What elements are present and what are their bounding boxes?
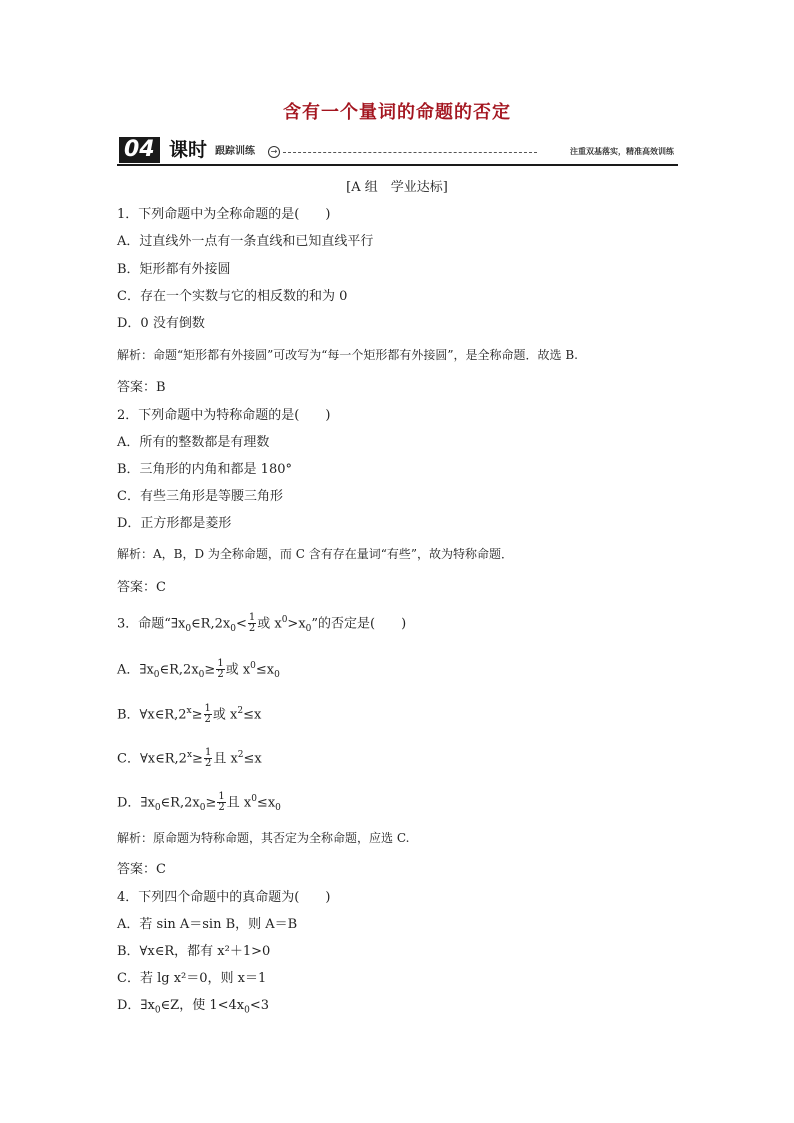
- q2-option-d: D．正方形都是菱形: [117, 516, 232, 531]
- q1-analysis: 解析：命题“矩形都有外接圆”可改写为“每一个矩形都有外接圆”，是全称命题．故选 B.: [117, 348, 578, 362]
- group-heading: [A 组 学业达标]: [346, 180, 448, 195]
- q1-option-c: C．存在一个实数与它的相反数的和为 0: [117, 289, 348, 304]
- q3-option-c: C．$\forall x\in R,2^x\ge$ $\frac{1}{2}$ 且 $x^2\le x$: [117, 747, 262, 770]
- dashed-divider: [283, 152, 537, 153]
- q1-option-d: D．0 没有倒数: [117, 316, 205, 331]
- lesson-label: 课时: [169, 139, 208, 161]
- q2-answer: 答案：C: [117, 580, 166, 595]
- q1-stem: 1．下列命题中为全称命题的是( ): [117, 207, 331, 222]
- fraction-one-half: $\frac{1}{2}$: [218, 791, 225, 814]
- banner-motto: 注重双基落实，精准高效训练: [570, 147, 674, 156]
- lesson-number: 04: [119, 137, 160, 163]
- q2-stem: 2．下列命题中为特称命题的是( ): [117, 408, 331, 423]
- arrow-circle-icon: →: [268, 146, 280, 158]
- fraction-one-half: $\frac{1}{2}$: [204, 703, 211, 726]
- page-title: 含有一个量词的命题的否定: [283, 102, 511, 123]
- q4-option-b: B．∀x∈R，都有 x²＋1>0: [117, 944, 271, 959]
- q3-option-d: D．$\exists x_0\in R,2x_0\ge$ $\frac{1}{2}$ 且 $x^0\le x_0$: [117, 791, 281, 814]
- q3-option-b: B．$\forall x\in R,2^x\ge$ $\frac{1}{2}$ 或 $x^2\le x$: [117, 703, 262, 726]
- fraction-one-half: $\frac{1}{2}$: [248, 612, 256, 635]
- banner-underline: [117, 164, 678, 166]
- q3-answer: 答案：C: [117, 862, 166, 877]
- q2-option-b: B．三角形的内角和都是 180°: [117, 462, 292, 477]
- q3-stem: 3．命题“$\exists x_0\in R,2x_0<$ $\frac{1}{2}$ 或 $x^0>x_0$”的否定是( ): [117, 612, 407, 635]
- q1-answer: 答案：B: [117, 380, 166, 395]
- q1-option-a: A．过直线外一点有一条直线和已知直线平行: [117, 234, 374, 249]
- q3-analysis: 解析：原命题为特称命题，其否定为全称命题，应选 C.: [117, 831, 410, 845]
- q3-option-a: A．$\exists x_0\in R,2x_0\ge$ $\frac{1}{2}$ 或 $x^0\le x_0$: [117, 658, 280, 681]
- fraction-one-half: $\frac{1}{2}$: [204, 747, 212, 770]
- lesson-banner: [117, 137, 678, 167]
- q4-option-d: D．$\exists x_0\in Z$，使 $1<4x_0<3$: [117, 998, 270, 1016]
- q4-option-c: C．若 lg x²＝0，则 x＝1: [117, 971, 267, 986]
- q2-analysis: 解析：A，B，D 为全称命题，而 C 含有存在量词“有些”，故为特称命题．: [117, 547, 514, 561]
- q4-stem: 4．下列四个命题中的真命题为( ): [117, 890, 331, 905]
- q4-option-a: A．若 sin A＝sin B，则 A＝B: [117, 917, 298, 932]
- fraction-one-half: $\frac{1}{2}$: [217, 658, 224, 681]
- q2-option-c: C．有些三角形是等腰三角形: [117, 489, 283, 504]
- q1-option-b: B．矩形都有外接圆: [117, 262, 231, 277]
- q2-option-a: A．所有的整数都是有理数: [117, 435, 270, 450]
- track-label: 跟踪训练: [215, 146, 255, 157]
